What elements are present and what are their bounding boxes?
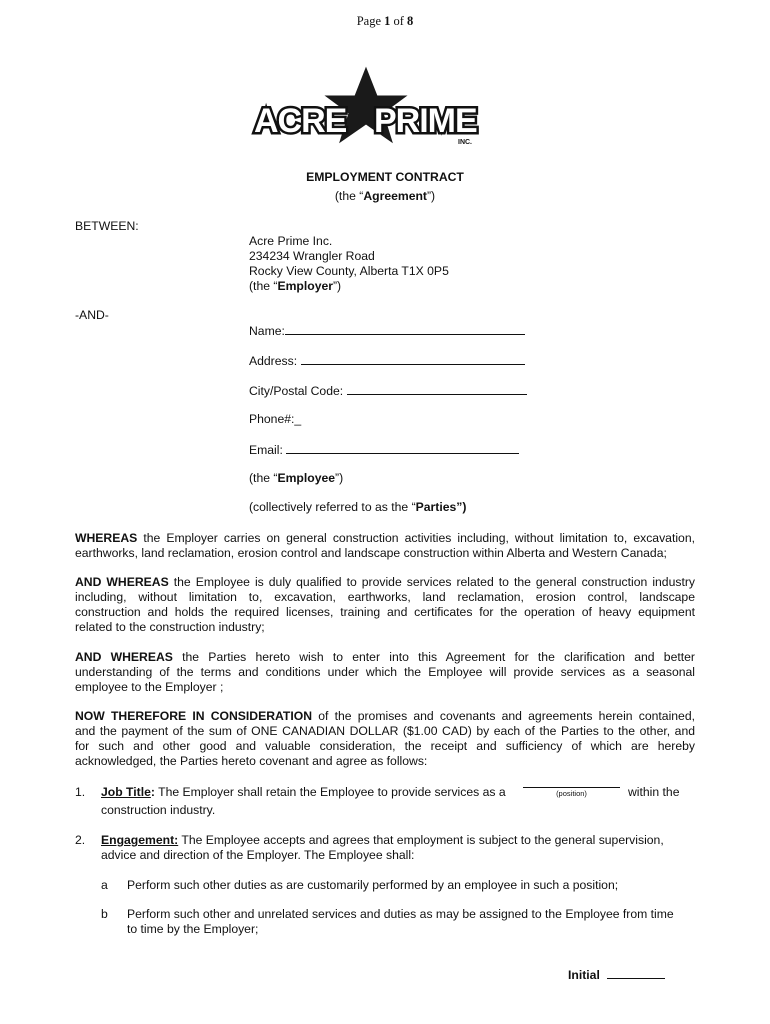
employee-phone-row (249, 412, 301, 426)
employee-address-row (249, 352, 525, 368)
phone-input[interactable]: _ (294, 412, 302, 426)
between-label: BETWEEN: (75, 219, 139, 233)
email-input[interactable] (286, 441, 519, 454)
clause-1-line-1: Job Title: The Employer shall retain the Employee to provide services as a (101, 785, 506, 799)
city-input[interactable] (347, 382, 527, 395)
logo-text-acre: ACRE (254, 102, 347, 140)
employee-tag: (the “Employee”) (249, 471, 344, 485)
whereas-paragraph-1: WHEREAS the Employer carries on general construction activities including, without limitation to, excavation, earthworks, land reclamation, erosion control and landscape construction within Alberta and Western Canada; (75, 531, 695, 560)
email-label: Email: (249, 443, 283, 457)
logo-text-prime: PRIME (374, 102, 477, 140)
clause-2a-label: a (101, 878, 108, 892)
address-input[interactable] (301, 352, 525, 365)
clause-2-heading: Engagement: (101, 833, 179, 847)
document-title: EMPLOYMENT CONTRACT (306, 170, 464, 184)
address-label: Address: (249, 354, 298, 368)
acre-prime-logo (250, 66, 482, 148)
clause-1-heading: Job Title (101, 785, 151, 799)
city-label: City/Postal Code: (249, 384, 344, 398)
employee-email-row (249, 441, 519, 457)
phone-label: Phone#: (249, 412, 295, 426)
clause-2b-label: b (101, 907, 108, 921)
clause-2b-text: Perform such other and unrelated services and duties as may be assigned to the Employee from time to time by the Employer; (127, 907, 674, 936)
document-subtitle: (the “Agreement”) (334, 189, 436, 203)
initial-input[interactable] (607, 966, 665, 979)
initial-label: Initial (568, 968, 600, 982)
initial-row (568, 966, 665, 982)
employer-address: 234234 Wrangler Road (249, 249, 375, 263)
position-input[interactable] (523, 786, 620, 788)
clause-1-line-2: construction industry. (101, 803, 216, 817)
whereas-paragraph-3: AND WHEREAS the Parties hereto wish to enter into this Agreement for the clarification and better understanding of the terms and conditions under which the Employee will provide services as a seasonal employee to the Employer ; (75, 650, 695, 694)
name-input[interactable] (285, 322, 525, 335)
now-therefore-paragraph: NOW THEREFORE IN CONSIDERATION of the promises and covenants and agreements herein contained, and the payment of the sum of ONE CANADIAN DOLLAR ($1.00 CAD) by each of the Parties to the other, and for such and other good and valuable consideration, the receipt and sufficiency of which are hereby acknowledged, the Parties hereto covenant and agree as follows: (75, 709, 695, 768)
employer-tag: (the “Employer”) (249, 279, 342, 293)
employer-block (249, 234, 449, 294)
clause-2-number: 2. (75, 833, 86, 847)
parties-tag: (collectively referred to as the “Parties”) (249, 500, 467, 514)
employer-name: Acre Prime Inc. (249, 234, 333, 248)
employer-city: Rocky View County, Alberta T1X 0P5 (249, 264, 449, 278)
clause-2a-text: Perform such other duties as are customarily performed by an employee in such a position; (127, 878, 619, 892)
employee-name-row (249, 322, 525, 338)
employee-city-row (249, 382, 527, 398)
clause-1-after: within the (628, 785, 680, 799)
name-label: Name: (249, 324, 285, 338)
clause-1-number: 1. (75, 785, 86, 799)
clause-2-body: Engagement: The Employee accepts and agrees that employment is subject to the general supervision, advice and direction of the Employer. The Employee shall: (101, 833, 664, 862)
and-label: -AND- (75, 308, 109, 322)
page-number: Page 1 of 8 (356, 14, 414, 28)
logo-text-inc: INC. (458, 139, 472, 146)
position-hint: (position) (556, 789, 587, 798)
whereas-paragraph-2: AND WHEREAS the Employee is duly qualified to provide services related to the general construction industry including, without limitation to, excavation, earthworks, land reclamation, erosion control, landscape construction and holds the required licenses, training and certificates for the operation of heavy equipment related to the construction industry; (75, 575, 695, 634)
